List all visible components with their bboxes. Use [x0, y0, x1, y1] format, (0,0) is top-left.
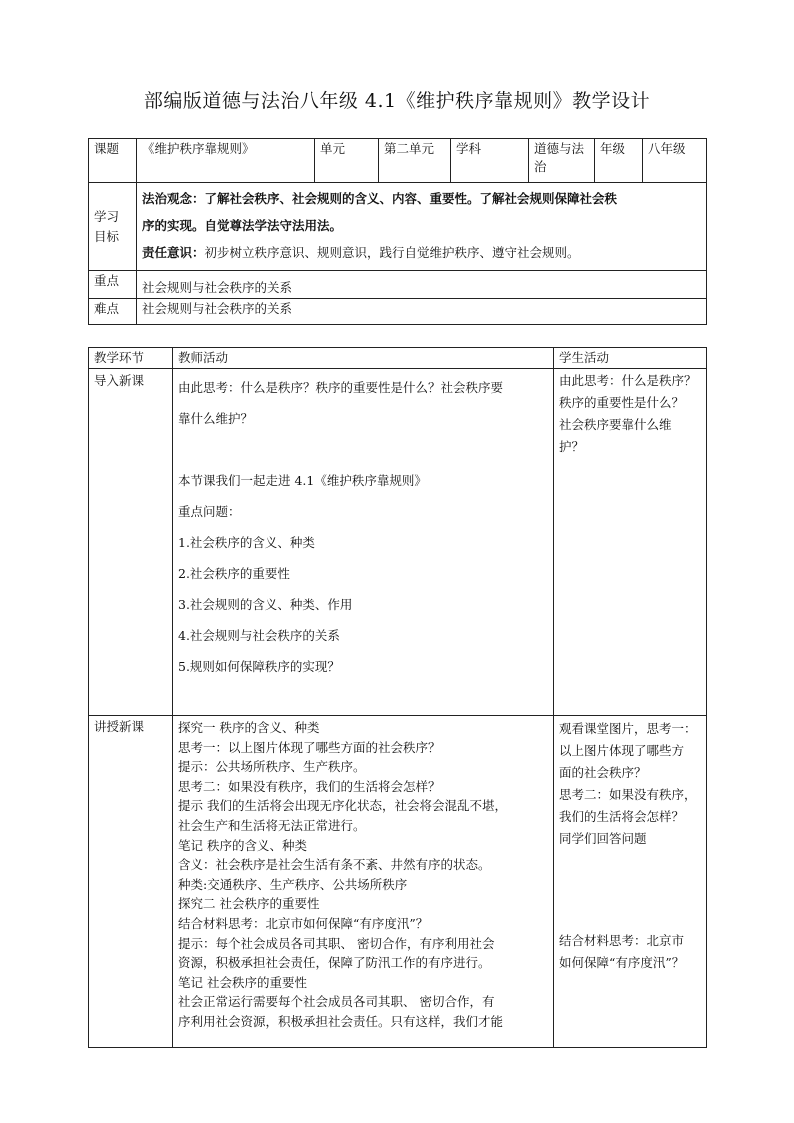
teacher-line: 探究二 社会秩序的重要性 — [178, 896, 320, 912]
student-line: 社会秩序要靠什么维 — [559, 417, 672, 432]
teacher-line: 5.规则如何保障秩序的实现？ — [178, 659, 340, 674]
grade-value: 八年级 — [643, 139, 707, 183]
student-activity-lecture — [554, 716, 707, 1048]
teacher-line: 思考一：以上图片体现了哪些方面的社会秩序？ — [178, 739, 441, 755]
table-row — [89, 369, 707, 716]
teacher-line: 2.社会秩序的重要性 — [178, 566, 290, 581]
teacher-line: 资源，积极承担社会责任，保障了防汛工作的有序进行。 — [178, 955, 491, 971]
student-line: 思考二：如果没有秩序， — [559, 787, 697, 802]
teacher-line: 结合材料思考：北京市如何保障“有序度汛”？ — [178, 915, 429, 931]
header-teacher: 教师活动 — [173, 348, 554, 369]
objective-line: 责任意识：初步树立秩序意识、规则意识，践行自觉维护秩序、遵守社会规则。 — [142, 245, 580, 260]
teacher-line: 本节课我们一起走进 4.1《维护秩序靠规则》 — [178, 473, 427, 488]
objectives-value — [137, 183, 707, 271]
teacher-line: 含义：社会秩序是社会生活有条不紊、井然有序的状态。 — [178, 857, 491, 873]
difficulty-label: 难点 — [89, 299, 137, 325]
student-line: 面的社会秩序？ — [559, 765, 647, 780]
topic-label: 课题 — [89, 139, 137, 183]
key-point-value: 社会规则与社会秩序的关系 — [137, 271, 707, 299]
topic-value: 《维护秩序靠规则》 — [137, 139, 315, 183]
document-title: 部编版道德与法治八年级 4.1《维护秩序靠规则》教学设计 — [143, 90, 651, 112]
subject-value: 道德与法治 — [529, 139, 595, 183]
teacher-line: 笔记 社会秩序的重要性 — [178, 974, 307, 990]
teacher-line: 探究一 秩序的含义、种类 — [178, 720, 320, 735]
objectives-label-text: 学习目标 — [94, 208, 120, 244]
teacher-line: 思考二：如果没有秩序，我们的生活将会怎样？ — [178, 778, 441, 794]
unit-label: 单元 — [315, 139, 379, 183]
course-info-table — [88, 138, 707, 325]
teacher-line: 靠什么维护？ — [178, 411, 254, 426]
teacher-line: 提示 我们的生活将会出现无序化状态，社会将会混乱不堪， — [178, 798, 507, 814]
teacher-line: 种类:交通秩序、生产秩序、公共场所秩序 — [178, 876, 408, 892]
objective-line: 序的实现。自觉尊法学法守法用法。 — [142, 218, 343, 233]
teacher-line: 提示：公共场所秩序、生产秩序。 — [178, 759, 366, 775]
unit-value: 第二单元 — [379, 139, 451, 183]
student-line: 以上图片体现了哪些方 — [559, 743, 685, 758]
teacher-line: 重点问题： — [178, 504, 241, 519]
teacher-line: 提示：每个社会成员各司其职、 密切合作，有序利用社会 — [178, 935, 495, 951]
teacher-line: 4.社会规则与社会秩序的关系 — [178, 628, 340, 643]
teacher-line: 序利用社会资源，积极承担社会责任。只有这样，我们才能 — [178, 1013, 504, 1029]
teacher-line: 社会正常运行需要每个社会成员各司其职、 密切合作，有 — [178, 994, 495, 1010]
student-line: 同学们回答问题 — [559, 831, 647, 846]
student-line: 如何保障“有序度汛”？ — [559, 955, 685, 970]
header-student: 学生活动 — [554, 348, 707, 369]
student-line: 秩序的重要性是什么？ — [559, 395, 685, 410]
subject-label: 学科 — [451, 139, 529, 183]
header-stage: 教学环节 — [89, 348, 173, 369]
teacher-activity-lecture — [173, 716, 554, 1048]
objective-line: 法治观念：了解社会秩序、社会规则的含义、内容、重要性。了解社会规则保障社会秩 — [142, 191, 618, 206]
grade-label: 年级 — [595, 139, 643, 183]
difficulty-value: 社会规则与社会秩序的关系 — [137, 299, 707, 325]
student-activity-intro — [554, 369, 707, 716]
teacher-line: 社会生产和生活将无法正常进行。 — [178, 817, 366, 833]
teacher-line: 3.社会规则的含义、种类、作用 — [178, 597, 353, 612]
teacher-line: 1.社会秩序的含义、种类 — [178, 535, 315, 550]
teaching-process-table — [88, 347, 707, 1048]
stage-lecture: 讲授新课 — [89, 716, 173, 1048]
student-line: 观看课堂图片，思考一： — [559, 721, 697, 736]
teacher-activity-intro — [173, 369, 554, 716]
student-line: 结合材料思考：北京市 — [559, 933, 685, 948]
student-line: 由此思考：什么是秩序？ — [559, 373, 697, 388]
key-point-label: 重点 — [89, 271, 137, 299]
teacher-line: 由此思考：什么是秩序？秩序的重要性是什么？社会秩序要 — [178, 380, 504, 395]
student-spacer — [559, 850, 701, 930]
teacher-line-blank — [178, 434, 548, 465]
student-line: 护？ — [559, 439, 585, 454]
table-row — [89, 716, 707, 1048]
objectives-label — [89, 183, 137, 271]
stage-intro: 导入新课 — [89, 369, 173, 716]
teacher-line: 笔记 秩序的含义、种类 — [178, 837, 307, 853]
student-line: 我们的生活将会怎样？ — [559, 809, 685, 824]
